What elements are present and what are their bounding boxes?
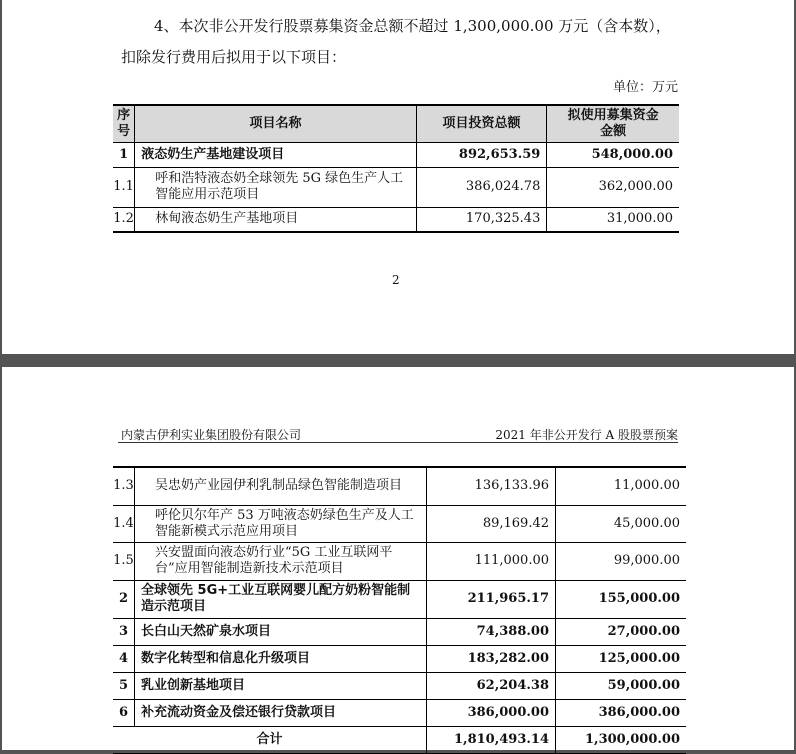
- row-no: 1.5: [113, 542, 135, 580]
- row-investment: 892,653.59: [416, 142, 547, 167]
- row-name: 数字化转型和信息化升级项目: [135, 645, 427, 672]
- table-row: [113, 542, 686, 580]
- header-investment: 项目投资总额: [416, 105, 547, 142]
- row-no: 2: [113, 580, 135, 618]
- table-header-row: [113, 105, 679, 142]
- row-proceeds: 362,000.00: [547, 167, 679, 207]
- table-row: [113, 580, 686, 618]
- header-document-title: 2021 年非公开发行 A 股股票预案: [495, 428, 678, 442]
- row-proceeds: 548,000.00: [547, 142, 679, 167]
- row-proceeds: 125,000.00: [556, 645, 687, 672]
- row-name: 全球领先 5G+工业互联网婴儿配方奶粉智能制造示范项目: [135, 580, 427, 618]
- row-investment: 74,388.00: [427, 618, 556, 645]
- page-number: 2: [392, 273, 400, 287]
- row-no: 3: [113, 618, 135, 645]
- row-name: 呼伦贝尔年产 53 万吨液态奶绿色生产及人工智能新模式示范应用项目: [135, 505, 427, 542]
- header-name: 项目名称: [135, 105, 416, 142]
- row-investment: 386,000.00: [427, 699, 556, 726]
- row-investment: 89,169.42: [427, 505, 556, 542]
- header-no: 序号: [113, 105, 135, 142]
- header-proceeds: 拟使用募集资金金额: [547, 105, 679, 142]
- table-row: [113, 672, 686, 699]
- row-proceeds: 386,000.00: [556, 699, 687, 726]
- row-proceeds: 27,000.00: [556, 618, 687, 645]
- row-proceeds: 11,000.00: [556, 467, 687, 505]
- row-name: 呼和浩特液态奶全球领先 5G 绿色生产人工智能应用示范项目: [135, 167, 416, 207]
- projects-table-part-1: [113, 104, 679, 233]
- table-total-row: [113, 726, 686, 753]
- row-proceeds: 59,000.00: [556, 672, 687, 699]
- row-proceeds: 155,000.00: [556, 580, 687, 618]
- table-row: [113, 645, 686, 672]
- total-proceeds: 1,300,000.00: [556, 726, 687, 753]
- paragraph-line-2: 扣除发行费用后拟用于以下项目：: [121, 48, 347, 66]
- row-no: 5: [113, 672, 135, 699]
- table-row: [113, 505, 686, 542]
- row-name: 补充流动资金及偿还银行贷款项目: [135, 699, 427, 726]
- total-investment: 1,810,493.14: [427, 726, 556, 753]
- row-no: 1.4: [113, 505, 135, 542]
- row-investment: 136,133.96: [427, 467, 556, 505]
- row-name: 液态奶生产基地建设项目: [135, 142, 416, 167]
- row-investment: 183,282.00: [427, 645, 556, 672]
- header-company-name: 内蒙古伊利实业集团股份有限公司: [121, 428, 302, 442]
- row-investment: 386,024.78: [416, 167, 547, 207]
- row-investment: 170,325.43: [416, 207, 547, 232]
- table-row: [113, 167, 679, 207]
- row-name: 吴忠奶产业园伊利乳制品绿色智能制造项目: [135, 467, 427, 505]
- unit-label: 单位：万元: [612, 80, 678, 95]
- row-no: 6: [113, 699, 135, 726]
- row-name: 兴安盟面向液态奶行业“5G 工业互联网平台”应用智能制造新技术示范项目: [135, 542, 427, 580]
- row-proceeds: 99,000.00: [556, 542, 687, 580]
- row-no: 1.2: [113, 207, 135, 232]
- paragraph-line-1: 4、本次非公开发行股票募集资金总额不超过 1,300,000.00 万元（含本数），: [154, 17, 671, 35]
- row-proceeds: 31,000.00: [547, 207, 679, 232]
- row-investment: 62,204.38: [427, 672, 556, 699]
- row-no: 1.3: [113, 467, 135, 505]
- total-label: 合计: [113, 726, 427, 753]
- table-row: [113, 618, 686, 645]
- row-name: 林甸液态奶生产基地项目: [135, 207, 416, 232]
- row-name: 长白山天然矿泉水项目: [135, 618, 427, 645]
- table-row: [113, 207, 679, 232]
- row-investment: 211,965.17: [427, 580, 556, 618]
- row-investment: 111,000.00: [427, 542, 556, 580]
- row-no: 1: [113, 142, 135, 167]
- row-proceeds: 45,000.00: [556, 505, 687, 542]
- header-divider: [118, 442, 678, 443]
- table-row: [113, 142, 679, 167]
- table-row: [113, 699, 686, 726]
- row-name: 乳业创新基地项目: [135, 672, 427, 699]
- projects-table-part-2: [113, 466, 686, 754]
- table-row: [113, 467, 686, 505]
- row-no: 1.1: [113, 167, 135, 207]
- row-no: 4: [113, 645, 135, 672]
